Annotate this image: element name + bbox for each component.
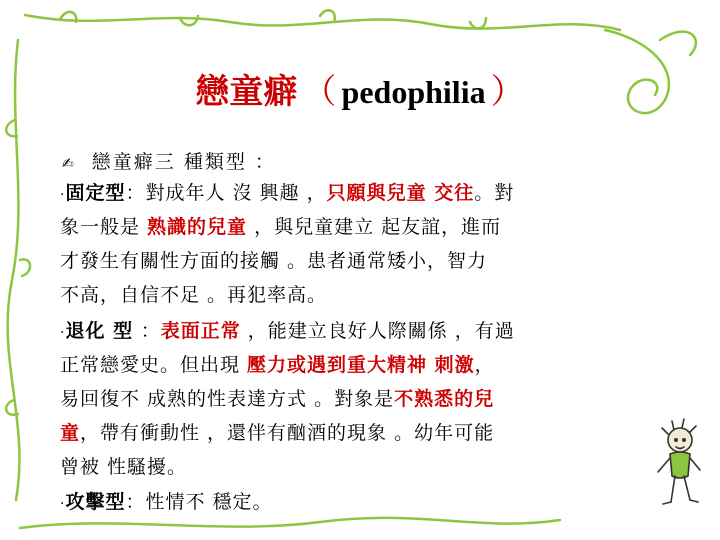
highlight-text: 不熟悉的兒 (394, 388, 495, 410)
paragraph-line (60, 278, 660, 312)
body-text: 曾被 性騷擾。 (60, 456, 188, 478)
pen-bullet-icon: ✍ (62, 156, 76, 172)
body-text: 易回復不 成熟的性表達方式 。對象是 (60, 388, 395, 410)
paragraph-line (60, 450, 660, 484)
paragraph-line (60, 176, 660, 210)
body-text: ，能建立良好人際關係 ，有過 (240, 320, 515, 342)
type-regressed-paragraph (60, 314, 660, 484)
body-text: ：性情不 穩定。 (125, 491, 273, 513)
highlight-text: 壓力或遇到重大精神 刺激 (247, 354, 475, 376)
paragraph-line (60, 210, 660, 244)
paragraph-line (60, 382, 660, 416)
bullet-dot: · (60, 496, 66, 512)
type-label: 固定型 (65, 182, 126, 204)
highlight-text: 熟識的兒童 (147, 216, 248, 238)
title-english: pedophilia (341, 74, 486, 110)
body-text: 。對 (474, 182, 515, 204)
child-figure-icon (658, 419, 700, 504)
type-label: 攻擊型 (65, 491, 126, 513)
body-text: 不高，自信不足 。再犯率高。 (60, 284, 328, 306)
body-text: 象一般是 (60, 216, 148, 238)
paragraph-line (60, 314, 660, 348)
paragraph-line (60, 348, 660, 382)
body-text: ， (474, 354, 495, 376)
paragraph-line (60, 485, 660, 519)
section-heading-text: 戀童癖三 種類型 ： (91, 151, 276, 173)
body-text: ，帶有衝動性 ，還伴有酗酒的現象 。幼年可能 (80, 422, 495, 444)
highlight-text: 童 (60, 422, 81, 444)
type-label: 退化 型 (65, 320, 141, 342)
type-fixed-paragraph (60, 176, 660, 312)
type-aggressive-paragraph (60, 485, 660, 519)
body-text: 才發生有關性方面的接觸 。患者通常矮小，智力 (60, 250, 488, 272)
paragraph-line (60, 244, 660, 278)
body-text: ：對成年人 沒 興趣 ， (125, 182, 327, 204)
paragraph-line (60, 416, 660, 450)
highlight-text: 只願與兒童 交往 (326, 182, 475, 204)
bullet-dot: · (60, 325, 66, 341)
title-close-paren: ） (490, 74, 525, 111)
body-text: ，與兒童建立 起友誼，進而 (247, 216, 502, 238)
body-text: 正常戀愛史。但出現 (60, 354, 248, 376)
title-open-paren: （ (302, 74, 337, 111)
section-heading (62, 147, 276, 174)
body-text: ： (140, 320, 161, 342)
bullet-dot: · (60, 187, 66, 203)
page-title (0, 64, 720, 113)
highlight-text: 表面正常 (160, 320, 241, 342)
title-chinese: 戀童癖 (195, 72, 298, 112)
